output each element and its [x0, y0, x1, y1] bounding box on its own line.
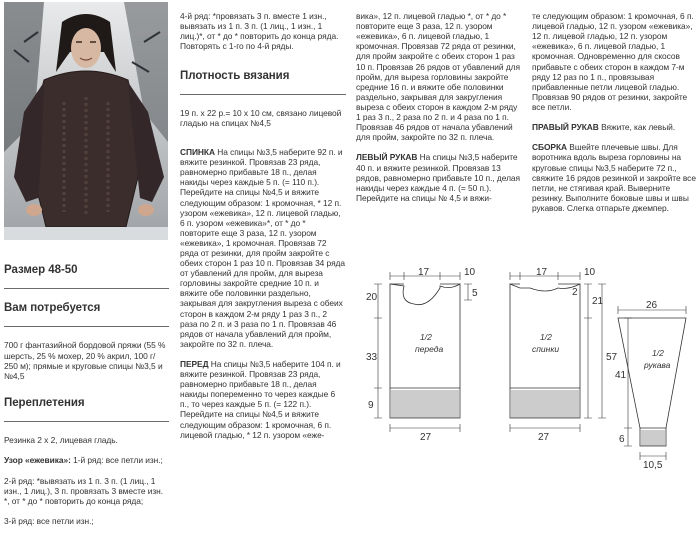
pattern-paragraph [4, 455, 169, 465]
back-head: СПИНКА [180, 147, 215, 158]
front-bottom-dim: 27 [420, 432, 432, 443]
sleeve-label-num: 1/2 [652, 348, 664, 358]
sleeve-top-dim: 26 [646, 300, 658, 311]
back-text: На спицы №3,5 наберите 92 п. и вяжите резинкой. Провязав 23 ряда, равномерно прибавьте 18 п., делая накиды через каждые 5 п. (= 110 п.). Перейдите на спицы №4,5 и вяжите следующим образом: 1 кромочная, * 12 п. узором «ежевика», 12 п. лицевой гладью, 6 п. узором «ежевика»*, от * до * повторите еще 3 раза, 12 п. узором «ежевика», 1 кромочная. Провязав 72 ряда от резинки, для пройм закройте с обеих сторон 1 раз 10 п. Провязав 34 ряда от убавлений для пройм, для выреза горловины закройте средние 10 п. и вяжите обе половинки раздельно, закрывая для закругления выреза с обеих сторон в каждом 2-м ряду 1 раз 3 п., 2 раза по 2 п. и 3 раза по 1 п. Провязав 46 рядов от начала убавлений для пройм, закройте по 32 п. плеча. [180, 147, 346, 349]
sleeve-rib-dim: 6 [619, 434, 625, 445]
back-label: спинки [532, 344, 560, 354]
front-label: переда [415, 344, 444, 354]
right-sleeve-text: Вяжите, как левый. [598, 122, 676, 133]
front-paragraph [180, 359, 346, 440]
front-shoulder-dim: 10 [464, 267, 476, 278]
column-1 [4, 240, 169, 536]
divider [4, 288, 169, 289]
front-text: На спицы №3,5 наберите 104 п. и вяжите резинкой. Провязав 23 ряда, равномерно прибавьте 18 п., делая накиды попеременно то через каждые 6 п., то через каждые 5 п. (= 122 п.). Перейдите на спицы №4,5 и вяжите следующим образом: 1 кромочная, 6 п. лицевой гладью, * 12 п. узором «еже- [180, 359, 341, 440]
back-shoulder-dim: 10 [584, 267, 596, 278]
column-2 [180, 0, 346, 450]
stitches-text: Резинка 2 х 2, лицевая гладь. [4, 435, 118, 446]
back-neck-dim: 2 [572, 287, 578, 298]
sleeve-label: рукава [644, 360, 671, 370]
back-top-dim: 17 [536, 267, 548, 278]
assembly-head: СБОРКА [532, 142, 568, 153]
man-in-sweater-illustration [4, 2, 168, 240]
pattern-row-1: 1-й ряд: все петли изн.; [70, 455, 163, 466]
gauge-text: 19 п. х 22 р.= 10 х 10 см, связано лицевой гладью на спицах №4,5 [180, 107, 342, 128]
size-title: Размер 48-50 [4, 264, 78, 277]
back-side-dim: 57 [606, 352, 618, 363]
sleeve-bottom-dim: 10,5 [643, 460, 663, 471]
column-4 [532, 0, 697, 223]
back-ribbing [510, 388, 580, 418]
materials-title: Вам потребуется [4, 302, 101, 315]
pattern-head: Узор «ежевика»: [4, 455, 71, 466]
pattern-row-4: 4-й ряд: *провязать 3 п. вместе 1 изн., вывязать из 1 п. 3 п. (1 лиц., 1 изн., 1 лиц.)*, от * до * повторить до конца ряда. Повторять с 1-го по 4-й ряды. [180, 11, 339, 52]
model-photo [4, 2, 168, 240]
left-sleeve-paragraph [356, 152, 522, 202]
sleeve-continued: те следующим образом: 1 кромочная, 6 п. лицевой гладью, 12 п. узором «ежевика», 12 п. лицевой гладью, 12 п. узором «ежевика», 6 п. лицевой гладью, 1 кромочная. Одновременно для скосов прибавьте с обеих сторон в каждом 7-м ряду 12 раз по 1 п., провязывая прибавленные петли лицевой гладью. Провязав 90 рядов от резинки, закройте все петли. [532, 11, 694, 112]
front-ribbing [390, 388, 460, 418]
pattern-schematics [360, 268, 699, 484]
front-side-dim: 33 [366, 352, 378, 363]
front-head: ПЕРЕД [180, 359, 209, 369]
left-sleeve-head: ЛЕВЫЙ РУКАВ [356, 152, 418, 163]
assembly-paragraph [532, 142, 697, 213]
front-neck-dim: 5 [472, 288, 478, 299]
divider [180, 94, 346, 95]
front-continued: вика», 12 п. лицевой гладью *, от * до * повторите еще 3 раза, 12 п. узором «ежевика», 6 п. лицевой гладью, 1 кромочная. Провязав 72 ряда от резинки, для пройм закройте с обеих сторон 1 раз 10 п. Провязав 26 рядов от убавлений для пройм, для выреза горловины закройте средние 16 п. и вяжите обе половинки раздельно, закрывая для закругления выреза с обеих сторон в каждом 2-м ряду 1 раз 3 п., 2 раза по 2 п. и 4 раза по 1 п. Провязав 46 рядов от начала убавлений для пройм, закройте по 32 п. плеча. [356, 11, 520, 143]
sleeve-height-dim: 41 [615, 370, 627, 381]
front-label-num: 1/2 [420, 332, 432, 342]
back-side-upper-dim: 21 [592, 296, 604, 307]
back-paragraph [180, 147, 346, 349]
divider [4, 326, 169, 327]
stitches-title: Переплетения [4, 396, 85, 409]
front-top-dim: 17 [418, 267, 430, 278]
left-sleeve-text: На спицы №3,5 наберите 40 п. и вяжите резинкой. Провязав 13 рядов, равномерно прибавьте 10 п., делая накиды через каждые 4 п. (= 50 п.). Перейдите на спицы № 4,5 и вяжи- [356, 152, 520, 203]
right-sleeve-head: ПРАВЫЙ РУКАВ [532, 122, 599, 133]
front-rib-dim: 9 [368, 400, 374, 411]
assembly-text: Вшейте плечевые швы. Для воротника вдоль выреза горловины на круговые спицы №3,5 наберите 72 п., свяжите 16 рядов резинкой и закройте все петли, не стягивая край. Выверните резинку. Выполните боковые швы и швы рукавов. Слегка отпарьте джемпер. [532, 142, 696, 213]
gauge-title: Плотность вязания [180, 69, 290, 82]
back-bottom-dim: 27 [538, 432, 550, 443]
pattern-row-2: 2-й ряд: *вывязать из 1 п. 3 п. (1 лиц., 1 изн., 1 лиц.), 3 п. провязать 3 вместе изн. *, от * до * повторить до конца ряда; [4, 475, 163, 506]
pattern-row-3: 3-й ряд: все петли изн.; [4, 515, 94, 526]
column-3 [356, 0, 522, 213]
back-label-num: 1/2 [540, 332, 552, 342]
front-side-upper-dim: 20 [366, 292, 378, 303]
right-sleeve-paragraph [532, 122, 697, 132]
materials-text: 700 г фантазийной бордовой пряжи (55 % шерсть, 25 % мохер, 20 % акрил, 100 г/ 250 м); прямые и круговые спицы №3,5 и №4,5 [4, 340, 166, 381]
divider [4, 421, 169, 422]
